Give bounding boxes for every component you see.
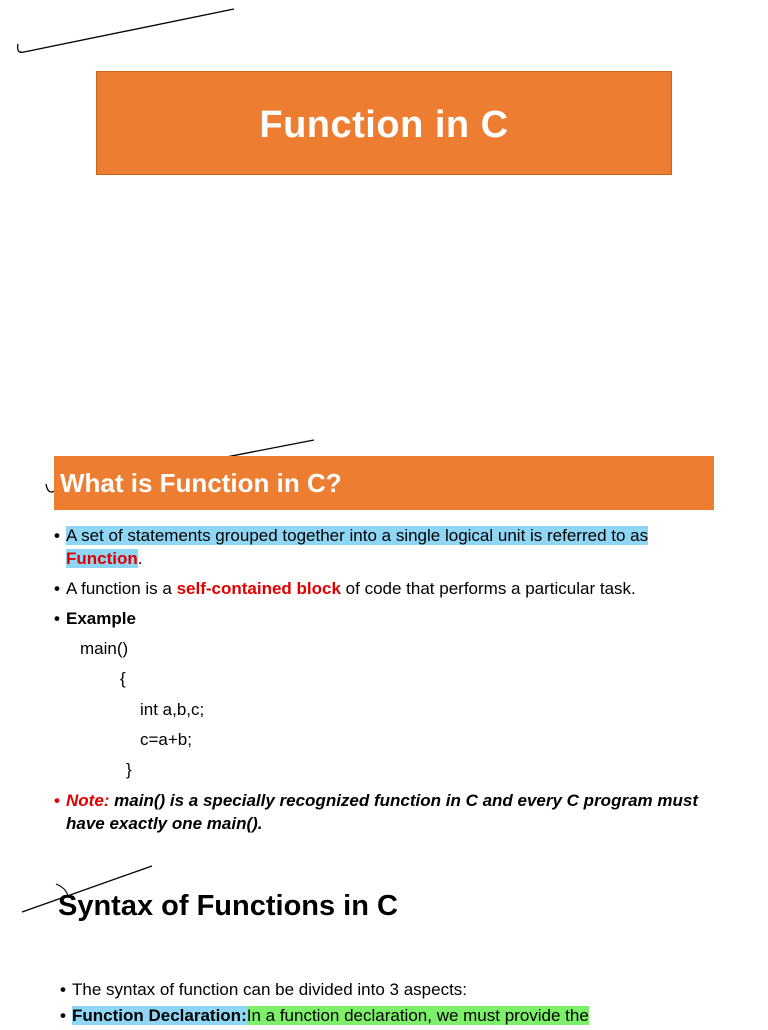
- note-text: [66, 789, 714, 835]
- bullet-text: [72, 1004, 700, 1028]
- bullet-suffix: of code that performs a particular task.: [340, 579, 636, 598]
- code-line: }: [126, 760, 132, 779]
- bullet-prefix: A function is a: [66, 579, 177, 598]
- section-banner-what-is-function: [54, 456, 714, 510]
- emphasis-function: Function: [66, 549, 138, 568]
- slide-title: Function in C: [259, 103, 509, 146]
- syntax-heading: Syntax of Functions in C: [58, 890, 398, 922]
- code-line: c=a+b;: [140, 730, 192, 749]
- syntax-content: [60, 978, 700, 1030]
- code-line: {: [120, 669, 126, 688]
- definition-content: [54, 524, 714, 842]
- bullet-dot: •: [54, 791, 60, 810]
- declaration-text: In a function declaration, we must provide the: [246, 1006, 589, 1025]
- bullet-suffix: .: [137, 549, 143, 568]
- bullet-aspects: [60, 978, 700, 1002]
- section-heading: What is Function in C?: [60, 467, 342, 498]
- bullet-dot: •: [54, 579, 60, 598]
- bullet-text: The syntax of function can be divided into 3 aspects:: [72, 980, 468, 999]
- note-label: Note:: [66, 791, 110, 810]
- declaration-label: Function Declaration:: [72, 1006, 247, 1025]
- pen-mark-top: [10, 4, 250, 60]
- title-slide-banner: [96, 71, 672, 175]
- bullet-text: [66, 577, 714, 600]
- bullet-text: [66, 524, 714, 570]
- highlighted-text: A set of statements grouped together into a single logical unit is referred to as: [66, 526, 649, 545]
- bullet-example: [54, 607, 714, 630]
- note-body: main() is a specially recognized function in C and every C program must have exactly one main().: [66, 791, 698, 833]
- emphasis-self-contained: self-contained block: [176, 579, 341, 598]
- bullet-self-contained: [54, 577, 714, 600]
- code-line: main(): [80, 639, 129, 658]
- bullet-dot: •: [54, 526, 60, 545]
- code-line: int a,b,c;: [140, 700, 205, 719]
- code-example: [54, 637, 714, 789]
- bullet-dot: •: [54, 609, 60, 628]
- example-label: Example: [66, 609, 136, 628]
- bullet-dot: •: [60, 980, 66, 999]
- bullet-note: [54, 789, 714, 835]
- bullet-dot: •: [60, 1006, 66, 1025]
- bullet-definition: [54, 524, 714, 570]
- bullet-declaration: [60, 1004, 700, 1028]
